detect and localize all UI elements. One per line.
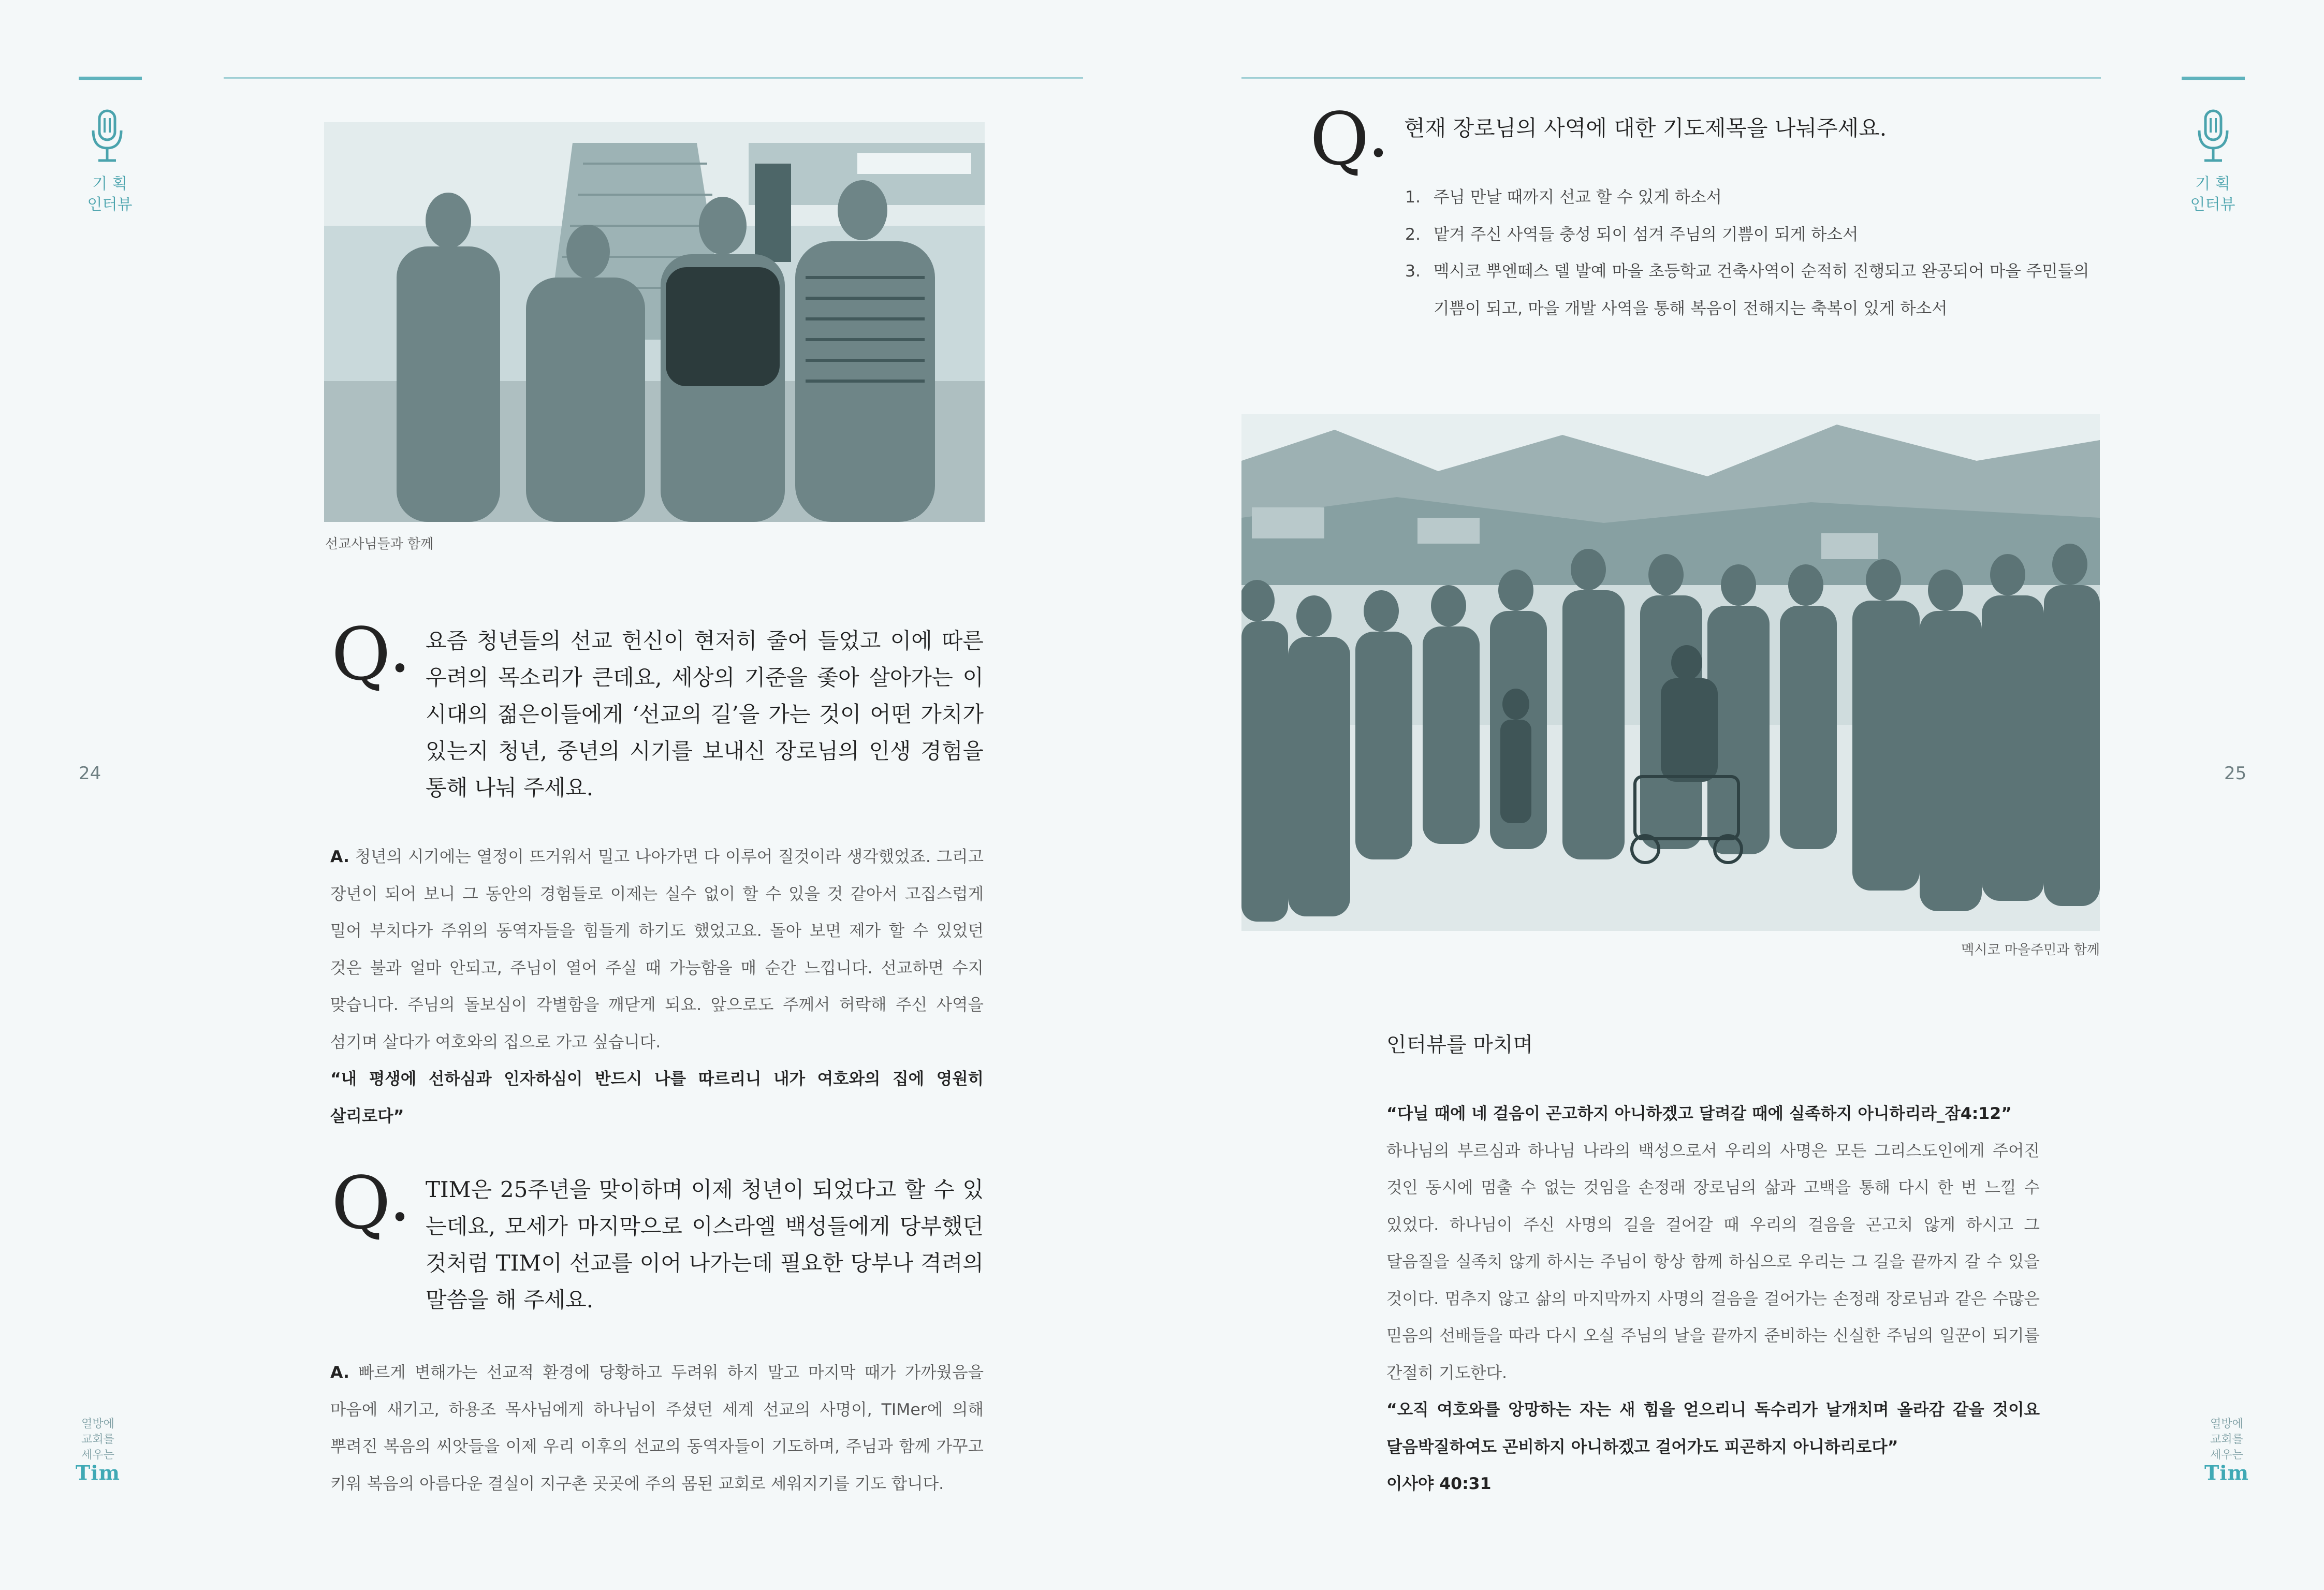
closing-quote2: “오직 여호와를 앙망하는 자는 새 힘을 얻으리니 독수리가 날개치며 올라감 같을 것이요 달음박질하여도 곤비하지 아니하겠고 걸어가도 피곤하지 아니하리로다” [1386, 1401, 2040, 1456]
a2-text: 빠르게 변해가는 선교적 환경에 당황하고 두려워 하지 말고 마지막 때가 가까웠음을 마음에 새기고, 하용조 목사님에게 하나님이 주셨던 세계 선교의 사명이, TIMer에 의해 뿌려진 복음의 씨앗들을 이제 우리 이후의 선교의 동역자들이 기도하며, 주님과 함께 가꾸고 키워 복음의 아름다운 결실이 지구촌 곳곳에 주의 몸된 교회로 세워지기를 기도 합니다. [330, 1363, 984, 1493]
q1-mark [331, 612, 410, 705]
closing-body [1386, 1096, 2040, 1503]
brand-line3: 세우는 [2210, 1449, 2243, 1462]
a2-answer [330, 1354, 984, 1503]
page-number-left: 24 [79, 763, 101, 784]
list-number: 2. [1405, 225, 1421, 244]
q2-question: TIM은 25주년을 맞이하며 이제 청년이 되었다고 할 수 있는데요, 모세가 마지막으로 이스라엘 백성들에게 당부했던 것처럼 TIM이 선교를 이어 나가는데 필요한 당부나 격려의 말씀을 해 주세요. [426, 1177, 984, 1312]
q3-question: 현재 장로님의 사역에 대한 기도제목을 나눠주세요. [1404, 115, 1887, 141]
right-photo-caption: 멕시코 마을주민과 함께 [1961, 942, 2100, 958]
list-text: 맡겨 주신 사역들 충성 되이 섬겨 주님의 기쁨이 되게 하소서 [1434, 225, 1859, 244]
microphone-icon [2195, 109, 2231, 166]
page-number-right: 25 [2224, 763, 2247, 784]
right-top-rule [1241, 77, 2101, 79]
village-photo [1241, 414, 2100, 931]
closing-quote2-ref: 이사야 40:31 [1386, 1475, 1492, 1493]
side-label-line2: 인터뷰 [87, 196, 133, 214]
a1-text: 청년의 시기에는 열정이 뜨거워서 밀고 나아가면 다 이루어 질것이라 생각했었죠. 그리고 장년이 되어 보니 그 동안의 경험들로 이제는 실수 없이 할 수 있을 것 같아서 고집스럽게 밀어 부치다가 주위의 동역자들을 힘들게 하기도 했었고요. 돌아 보면 제가 할 수 있었던 것은 불과 얼마 안되고, 주님이 열어 주실 때 가능함을 매 순간 느낍니다. 선교하면 수지 맞습니다. 주님의 돌보심이 각별함을 깨닫게 되요. 앞으로도 주께서 허락해 주신 사역을 섬기며 살다가 여호와의 집으로 가고 싶습니다. [330, 848, 984, 1052]
side-label-line2: 인터뷰 [2190, 196, 2235, 214]
brand-line1: 열방에 [81, 1418, 114, 1431]
brand-line3: 세우는 [81, 1449, 114, 1462]
list-number: 1. [1405, 188, 1421, 207]
left-top-rule [224, 77, 1083, 79]
a2-label: A. [330, 1363, 349, 1382]
brand-line1: 열방에 [2210, 1418, 2243, 1431]
right-side-label [2182, 174, 2244, 215]
left-photo-caption: 선교사님들과 함께 [325, 536, 434, 552]
left-side-label [79, 174, 141, 215]
list-item [1405, 216, 2101, 254]
q1-letter: Q [331, 612, 391, 697]
brand-line2: 교회를 [2210, 1433, 2243, 1446]
brand-logo: Tim [76, 1461, 120, 1484]
closing-text: 하나님의 부르심과 하나님 나라의 백성으로서 우리의 사명은 모든 그리스도인에게 주어진 것인 동시에 멈출 수 없는 것임을 손정래 장로님의 삶과 고백을 통해 다시 한 번 느낄 수 있었다. 하나님이 주신 사명의 길을 걸어갈 때 우리의 걸음을 곤고치 않게 하시고 그 달음질을 실족치 않게 하시는 주님이 항상 함께 하심으로 우리는 그 길을 끝까지 갈 수 있을 것이다. 멈추지 않고 삶의 마지막까지 사명의 걸음을 걸어가는 손정래 장로님과 같은 수많은 믿음의 선배들을 따라 다시 오실 주님의 날을 끝까지 준비하는 신실한 주님의 일꾼이 되기를 간절히 기도한다. [1386, 1141, 2040, 1382]
list-item [1405, 253, 2101, 327]
closing-title: 인터뷰를 마치며 [1386, 1033, 1533, 1057]
a1-quote: “내 평생에 선하심과 인자하심이 반드시 나를 따르리니 내가 여호와의 집에 영원히 살리로다” [330, 1070, 984, 1126]
missionaries-photo [324, 122, 985, 522]
list-item [1405, 179, 2101, 216]
microphone-icon [89, 109, 125, 166]
list-number: 3. [1405, 262, 1421, 281]
closing-quote1: “다닐 때에 네 걸음이 곤고하지 아니하겠고 달려갈 때에 실족하지 아니하리라_잠4:12” [1386, 1104, 2012, 1123]
left-accent-bar [79, 77, 142, 80]
right-accent-bar [2182, 77, 2245, 80]
q2-dot: • [390, 1200, 410, 1236]
right-brand [2198, 1417, 2255, 1484]
q2-letter: Q [331, 1161, 391, 1246]
brand-logo: Tim [2204, 1461, 2249, 1484]
q3-mark [1310, 97, 1388, 190]
side-label-line1: 기 획 [92, 175, 127, 193]
side-label-line1: 기 획 [2195, 175, 2230, 193]
prayer-list [1405, 179, 2101, 327]
q3-dot: • [1369, 136, 1388, 172]
a1-label: A. [330, 848, 349, 866]
q1-dot: • [390, 651, 410, 687]
left-brand [69, 1417, 126, 1484]
brand-line2: 교회를 [81, 1433, 114, 1446]
q3-letter: Q [1310, 97, 1369, 182]
a1-answer [330, 839, 984, 1135]
list-text: 멕시코 뿌엔떼스 델 발예 마을 초등학교 건축사역이 순적히 진행되고 완공되어 마을 주민들의 기쁨이 되고, 마을 개발 사역을 통해 복음이 전해지는 축복이 있게 하소서 [1434, 262, 2089, 318]
q1-question: 요즘 청년들의 선교 헌신이 현저히 줄어 들었고 이에 따른 우려의 목소리가 큰데요, 세상의 기준을 좇아 살아가는 이 시대의 젊은이들에게 ‘선교의 길’을 가는 것이 어떤 가치가 있는지 청년, 중년의 시기를 보내신 장로님의 인생 경험을 통해 나눠 주세요. [426, 628, 984, 800]
list-text: 주님 만날 때까지 선교 할 수 있게 하소서 [1434, 188, 1722, 207]
q2-mark [331, 1161, 410, 1254]
